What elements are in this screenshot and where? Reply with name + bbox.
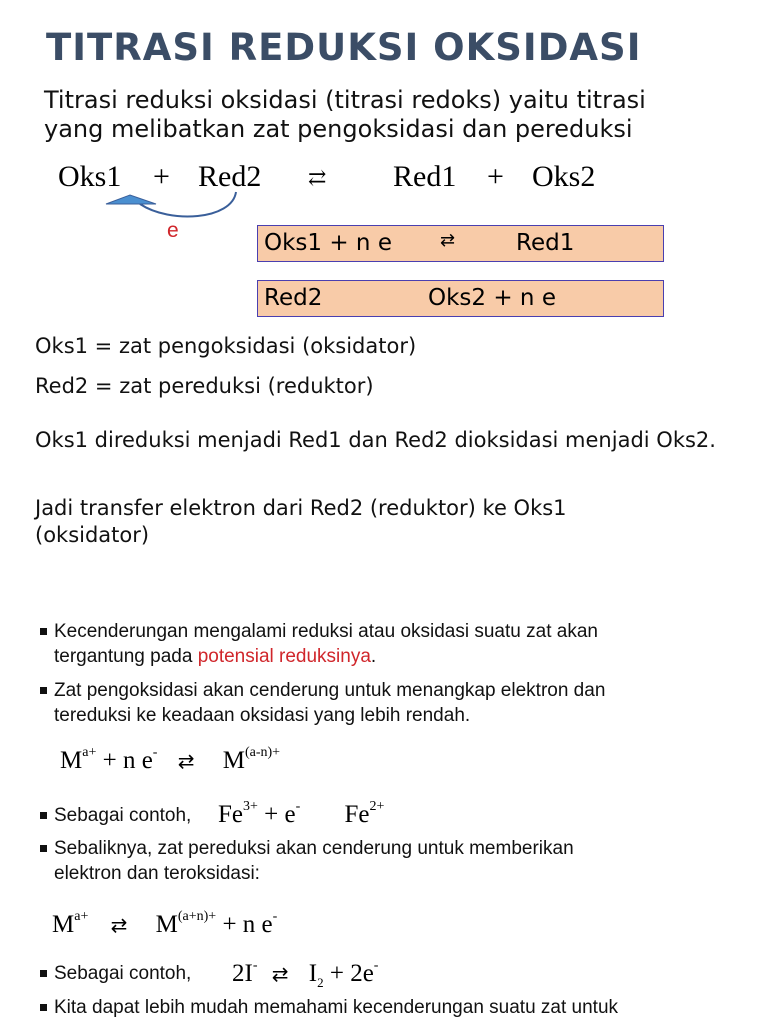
eq-oks1: Oks1 xyxy=(58,160,122,193)
formula-fe2: Fe xyxy=(344,801,370,828)
formula-m2-sup: (a-n)+ xyxy=(244,745,281,760)
formula-i2-sub: 2 xyxy=(317,975,324,990)
bullet-2-line-2: tereduksi ke keadaan oksidasi yang lebih rendah. xyxy=(54,705,471,726)
electron-label: e xyxy=(167,219,179,242)
formula-i1: 2I xyxy=(232,960,253,987)
bullet-2 xyxy=(40,678,700,730)
formula-ne: + n e xyxy=(102,747,153,774)
oxidation-right: Oks2 + n e xyxy=(428,285,556,311)
bullet-icon xyxy=(40,1004,47,1011)
bullet-1-line-2 xyxy=(54,644,376,669)
formula-arrow: ⇄ xyxy=(271,964,289,986)
bullet-1-highlight: potensial reduksinya xyxy=(197,646,371,667)
formula-arrow: ⇄ xyxy=(177,751,195,773)
formula-e-sup: - xyxy=(373,958,379,973)
formula-m-sup: a+ xyxy=(82,745,97,760)
bullet-6 xyxy=(40,995,700,1023)
formula-i2: I xyxy=(308,960,318,987)
formula-e-sup: - xyxy=(152,745,158,760)
bullet-4 xyxy=(40,836,700,888)
bullet-icon xyxy=(40,687,47,694)
eq-equilibrium-arrow: ⇄ xyxy=(308,165,327,190)
bullet-4-line-2: elektron dan teroksidasi: xyxy=(54,863,260,884)
bullet-icon xyxy=(40,845,47,852)
formula-m: M xyxy=(52,911,75,938)
bullet-1-suffix: . xyxy=(370,646,377,667)
formula-m-sup: a+ xyxy=(74,909,89,924)
formula-ne: + n e xyxy=(222,911,273,938)
eq-red2: Red2 xyxy=(198,160,262,193)
formula-i1-sup: - xyxy=(252,958,258,973)
bullet-icon xyxy=(40,628,47,635)
formula-arrow: ⇄ xyxy=(110,915,128,937)
oxidation-left: Red2 xyxy=(264,285,323,311)
oxidation-half-reaction-box xyxy=(257,280,664,317)
bullet-1-line-1: Kecenderungan mengalami reduksi atau oksidasi suatu zat akan xyxy=(54,621,598,642)
eq-plus-1: + xyxy=(153,160,170,193)
formula-iodine-example xyxy=(232,960,378,991)
formula-fe1-sup: 3+ xyxy=(243,799,258,814)
bullet-icon xyxy=(40,970,47,977)
reduction-right: Red1 xyxy=(516,230,575,256)
formula-oxidation-general xyxy=(52,911,277,939)
bullet-6-line-1: Kita dapat lebih mudah memahami kecenderungan suatu zat untuk xyxy=(54,997,619,1018)
page-title: TITRASI REDUKSI OKSIDASI xyxy=(46,26,642,69)
eq-oks2: Oks2 xyxy=(532,160,596,193)
formula-m2: M xyxy=(222,747,245,774)
bullet-1 xyxy=(40,619,700,671)
formula-e-sup: - xyxy=(295,799,301,814)
reduction-arrow: ⇄ xyxy=(440,230,456,251)
formula-fe2-sup: 2+ xyxy=(369,799,385,814)
definition-red2: Red2 = zat pereduksi (reduktor) xyxy=(35,374,374,398)
formula-plus-e: + e xyxy=(264,801,296,828)
bullet-icon xyxy=(40,812,47,819)
definition-oks1: Oks1 = zat pengoksidasi (oksidator) xyxy=(35,334,417,358)
bullet-5-text: Sebagai contoh, xyxy=(54,963,192,984)
formula-m2-sup: (a+n)+ xyxy=(177,909,217,924)
reduction-half-reaction-box xyxy=(257,225,664,262)
eq-plus-2: + xyxy=(487,160,504,193)
paragraph-electron-transfer: Jadi transfer elektron dari Red2 (reduktor) ke Oks1 (oksidator) xyxy=(35,496,567,547)
eq-red1: Red1 xyxy=(393,160,457,193)
formula-m2: M xyxy=(155,911,178,938)
reduction-left: Oks1 + n e xyxy=(264,230,392,256)
formula-fe-example xyxy=(218,801,384,829)
bullet-3-text: Sebagai contoh, xyxy=(54,805,192,826)
formula-plus-2e: + 2e xyxy=(329,960,374,987)
formula-m: M xyxy=(60,747,83,774)
bullet-4-line-1: Sebaliknya, zat pereduksi akan cenderung untuk memberikan xyxy=(54,838,574,859)
intro-line-2: yang melibatkan zat pengoksidasi dan pereduksi xyxy=(44,115,633,143)
paragraph-reduction-oxidation: Oks1 direduksi menjadi Red1 dan Red2 dioksidasi menjadi Oks2. xyxy=(35,428,716,452)
formula-reduction-general xyxy=(60,747,280,775)
intro-text xyxy=(44,86,646,144)
intro-line-1: Titrasi reduksi oksidasi (titrasi redoks) yaitu titrasi xyxy=(44,86,646,114)
bullet-1-prefix: tergantung pada xyxy=(54,646,198,667)
formula-fe1: Fe xyxy=(218,801,243,828)
formula-e-sup: - xyxy=(272,909,278,924)
bullet-2-line-1: Zat pengoksidasi akan cenderung untuk menangkap elektron dan xyxy=(54,680,606,701)
